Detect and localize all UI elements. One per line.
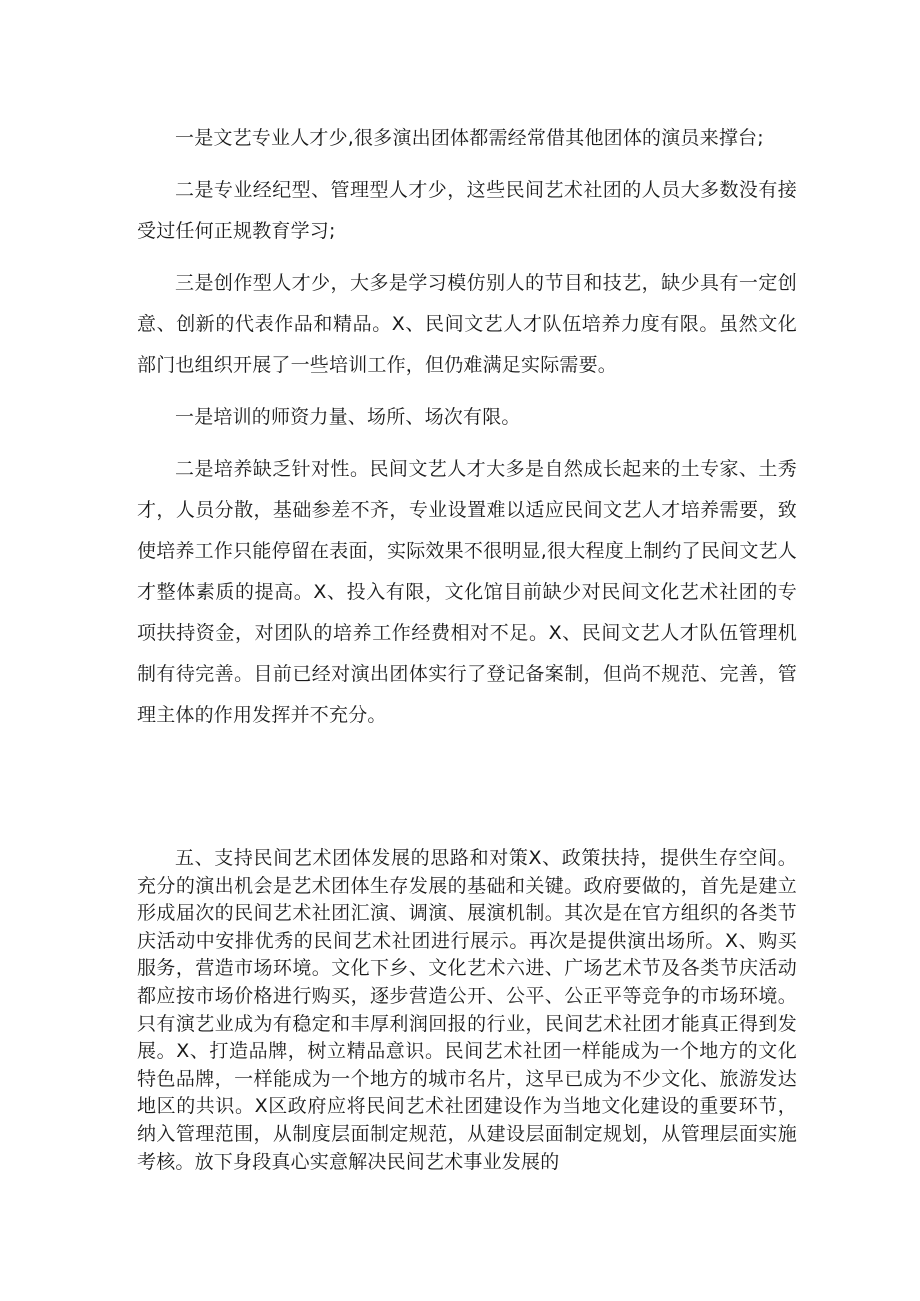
paragraph: 二是培养缺乏针对性。民间文艺人才大多是自然成长起来的土专家、土秀才，人员分散，基础参差不齐，专业设置难以适应民间文艺人才培养需要，致使培养工作只能停留在表面，实际效果不很明显,很大程度上制约了民间文艺人才整体素质的提高。X、投入有限，文化馆目前缺少对民间文化艺术社团的专项扶持资金，对团队的培养工作经费相对不足。X、民间文艺人才队伍管理机制有待完善。目前已经对演出团体实行了登记备案制，但尚不规范、完善，管理主体的作用发挥并不充分。 — [137, 458, 797, 726]
paragraph: 二是专业经纪型、管理型人才少，这些民间艺术社团的人员大多数没有接受过任何正规教育学习; — [137, 179, 797, 242]
body-section-double-spaced — [137, 118, 797, 747]
paragraph: 一是培训的师资力量、场所、场次有限。 — [175, 406, 521, 428]
paragraph: 一是文艺专业人才少,很多演出团体都需经常借其他团体的演员来撑台; — [175, 127, 764, 149]
body-section-single-spaced — [137, 845, 797, 1176]
paragraph: 三是创作型人才少，大多是学习模仿别人的节目和技艺，缺少具有一定创意、创新的代表作品和精品。X、民间文艺人才队伍培养力度有限。虽然文化部门也组织开展了一些培训工作，但仍难满足实际需要。 — [137, 272, 797, 376]
paragraph: 五、支持民间艺术团体发展的思路和对策X、政策扶持，提供生存空间。充分的演出机会是艺术团体生存发展的基础和关键。政府要做的，首先是建立形成届次的民间艺术社团汇演、调演、展演机制。其次是在官方组织的各类节庆活动中安排优秀的民间艺术社团进行展示。再次是提供演出场所。X、购买服务，营造市场环境。文化下乡、文化艺术六进、广场艺术节及各类节庆活动都应按市场价格进行购买，逐步营造公开、公平、公正平等竞争的市场环境。只有演艺业成为有稳定和丰厚利润回报的行业，民间艺术社团才能真正得到发展。X、打造品牌，树立精品意识。民间艺术社团一样能成为一个地方的文化特色品牌，一样能成为一个地方的城市名片，这早已成为不少文化、旅游发达地区的共识。X区政府应将民间艺术社团建设作为当地文化建设的重要环节，纳入管理范围，从制度层面制定规范，从建设层面制定规划，从管理层面实施考核。放下身段真心实意解决民间艺术事业发展的 — [137, 847, 797, 1173]
